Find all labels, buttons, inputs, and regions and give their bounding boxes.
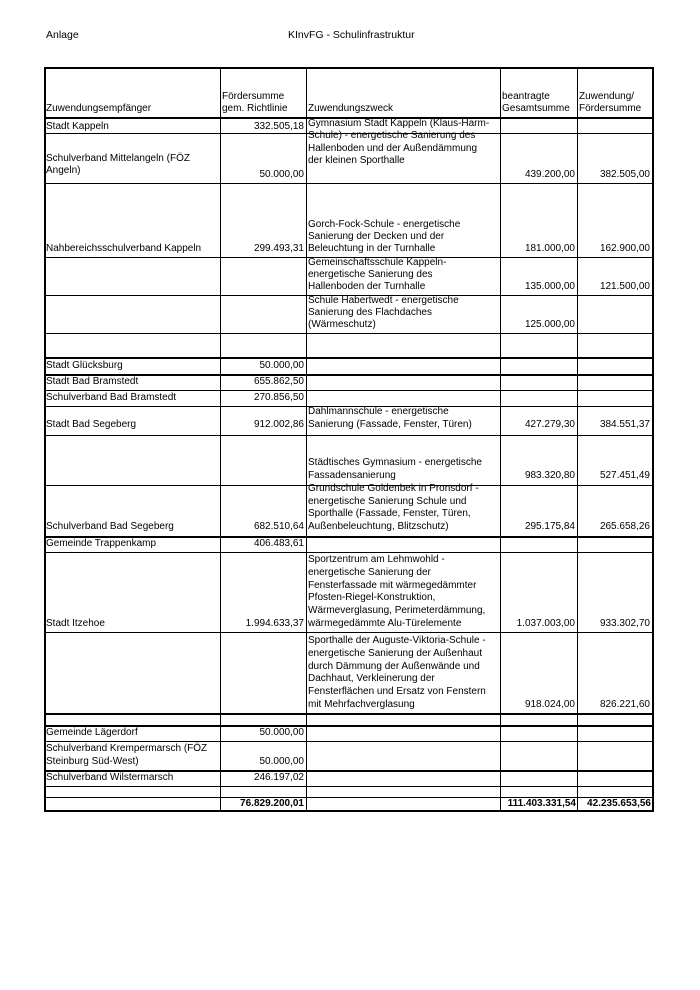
- funding-amount: 332.505,18: [253, 121, 304, 132]
- recipient-name: Gemeinde Trappenkamp: [46, 538, 157, 549]
- header-title: KInvFG - Schulinfrastruktur: [288, 29, 415, 41]
- total-requested: 181.000,00: [524, 243, 575, 254]
- table-rule: [44, 713, 654, 715]
- purpose-text: Sporthalle der Auguste-Viktoria-Schule -: [308, 635, 486, 646]
- purpose-text: Dahlmannschule - energetische: [308, 406, 449, 417]
- table-column-rule: [652, 67, 654, 812]
- funding-amount: 1.994.633,37: [245, 618, 304, 629]
- recipient-name: Schulverband Bad Segeberg: [46, 521, 174, 532]
- grant-amount: 933.302,70: [599, 618, 650, 629]
- purpose-text: Beleuchtung in der Turnhalle: [308, 243, 436, 254]
- table-rule: [44, 390, 654, 391]
- purpose-text: Städtisches Gymnasium - energetische: [308, 457, 482, 468]
- purpose-text: der kleinen Sporthalle: [308, 155, 405, 166]
- purpose-text: Sporthalle (Fassade, Fenster, Türen,: [308, 508, 471, 519]
- total-requested: 125.000,00: [524, 319, 575, 330]
- total-requested: 983.320,80: [524, 470, 575, 481]
- purpose-text: Grundschule Goldenbek in Pronsdorf -: [308, 483, 479, 494]
- table-column-rule: [577, 67, 578, 812]
- table-rule: [44, 552, 654, 553]
- purpose-text: Hallenboden der Turnhalle: [308, 281, 426, 292]
- funding-amount: 655.862,50: [253, 376, 304, 387]
- purpose-text: durch Dämmung der Außenwände und: [308, 661, 480, 672]
- col-header-foerdersumme-line2: gem. Richtlinie: [222, 103, 288, 114]
- table-rule: [44, 183, 654, 184]
- purpose-text: mit Mehrfachverglasung: [308, 699, 415, 710]
- total-requested: 439.200,00: [524, 169, 575, 180]
- grant-amount: 527.451,49: [599, 470, 650, 481]
- table-column-rule: [44, 67, 46, 812]
- recipient-name: Stadt Bad Segeberg: [46, 419, 137, 430]
- col-header-gesamt-line2: Gesamtsumme: [502, 103, 570, 114]
- grant-amount: 162.900,00: [599, 243, 650, 254]
- total-funding-sum: 76.829.200,01: [240, 798, 304, 809]
- table-rule: [44, 357, 654, 359]
- table-rule: [44, 786, 654, 787]
- table-rule: [44, 333, 654, 334]
- purpose-text: Sportzentrum am Lehmwohld -: [308, 554, 445, 565]
- col-header-foerdersumme-line1: Fördersumme: [222, 91, 285, 102]
- funding-amount: 270.856,50: [253, 392, 304, 403]
- purpose-text: Außenbeleuchtung, Blitzschutz): [308, 521, 449, 532]
- purpose-text: Hallenboden und der Außendämmung: [308, 143, 478, 154]
- grant-amount: 384.551,37: [599, 419, 650, 430]
- funding-table: [44, 67, 654, 812]
- header-left-label: Anlage: [46, 29, 79, 41]
- col-header-zweck: Zuwendungszweck: [308, 103, 394, 114]
- total-requested: 135.000,00: [524, 281, 575, 292]
- purpose-text: Fensterflächen und Ersatz von Fenstern: [308, 686, 486, 697]
- funding-amount: 50.000,00: [259, 169, 304, 180]
- purpose-text: wärmegedämmte Alu-Türelemente: [308, 618, 462, 629]
- recipient-name: Schulverband Wilstermarsch: [46, 772, 174, 783]
- recipient-name: Schulverband Krempermarsch (FÖZ: [46, 743, 208, 754]
- purpose-text: Gorch-Fock-Schule - energetische: [308, 219, 461, 230]
- total-requested-sum: 111.403.331,54: [507, 798, 576, 809]
- purpose-text: Sanierung der Decken und der: [308, 231, 445, 242]
- total-requested: 427.279,30: [524, 419, 575, 430]
- grant-amount: 121.500,00: [599, 281, 650, 292]
- grant-amount: 826.221,60: [599, 699, 650, 710]
- total-grant-sum: 42.235.653,56: [587, 798, 651, 809]
- purpose-text: Sanierung (Fassade, Fenster, Türen): [308, 419, 472, 430]
- col-header-zuwendung-line2: Fördersumme: [579, 103, 642, 114]
- recipient-name: Steinburg Süd-West): [46, 756, 139, 767]
- purpose-text: Gemeinschaftsschule Kappeln-: [308, 257, 447, 268]
- purpose-text: energetische Sanierung der: [308, 567, 431, 578]
- funding-amount: 912.002,86: [253, 419, 304, 430]
- purpose-text: Dachhaut, Verkleinerung der: [308, 673, 435, 684]
- recipient-name: Nahbereichsschulverband Kappeln: [46, 243, 202, 254]
- funding-amount: 50.000,00: [259, 360, 304, 371]
- total-requested: 918.024,00: [524, 699, 575, 710]
- purpose-text: Schule Habertwedt - energetische: [308, 295, 459, 306]
- funding-amount: 50.000,00: [259, 727, 304, 738]
- funding-amount: 50.000,00: [259, 756, 304, 767]
- table-column-rule: [500, 67, 501, 812]
- col-header-zuwendung-line1: Zuwendung/: [579, 91, 635, 102]
- purpose-text: energetische Sanierung des: [308, 269, 433, 280]
- purpose-text: energetische Sanierung der Außenhaut: [308, 648, 483, 659]
- purpose-text: Schule) - energetische Sanierung des: [308, 130, 476, 141]
- purpose-text: Pfosten-Riegel-Konstruktion,: [308, 592, 436, 603]
- recipient-name: Gemeinde Lägerdorf: [46, 727, 138, 738]
- grant-amount: 382.505,00: [599, 169, 650, 180]
- table-column-rule: [306, 67, 307, 812]
- table-rule: [44, 632, 654, 633]
- total-requested: 295.175,84: [524, 521, 575, 532]
- funding-amount: 406.483,61: [253, 538, 304, 549]
- purpose-text: Gymnasium Stadt Kappeln (Klaus-Harm-: [308, 118, 490, 129]
- table-rule: [44, 67, 654, 69]
- recipient-name: Stadt Glücksburg: [46, 360, 123, 371]
- table-rule: [44, 435, 654, 436]
- purpose-text: Wärmeverglasung, Perimeterdämmung,: [308, 605, 486, 616]
- col-header-empfaenger: Zuwendungsempfänger: [46, 103, 152, 114]
- total-requested: 1.037.003,00: [516, 618, 575, 629]
- purpose-text: Fassadensanierung: [308, 470, 396, 481]
- recipient-name: Stadt Bad Bramstedt: [46, 376, 139, 387]
- recipient-name: Stadt Kappeln: [46, 121, 109, 132]
- funding-amount: 682.510,64: [253, 521, 304, 532]
- table-column-rule: [220, 67, 221, 812]
- recipient-name: Stadt Itzehoe: [46, 618, 105, 629]
- purpose-text: Fensterfassade mit wärmegedämmter: [308, 580, 477, 591]
- col-header-gesamt-line1: beantragte: [502, 91, 550, 102]
- recipient-name: Schulverband Mittelangeln (FÖZ: [46, 153, 190, 164]
- purpose-text: energetische Sanierung Schule und: [308, 496, 467, 507]
- table-rule: [44, 741, 654, 742]
- recipient-name: Angeln): [46, 165, 81, 176]
- recipient-name: Schulverband Bad Bramstedt: [46, 392, 177, 403]
- purpose-text: (Wärmeschutz): [308, 319, 376, 330]
- purpose-text: Sanierung des Flachdaches: [308, 307, 432, 318]
- funding-amount: 299.493,31: [253, 243, 304, 254]
- grant-amount: 265.658,26: [599, 521, 650, 532]
- funding-amount: 246.197,02: [253, 772, 304, 783]
